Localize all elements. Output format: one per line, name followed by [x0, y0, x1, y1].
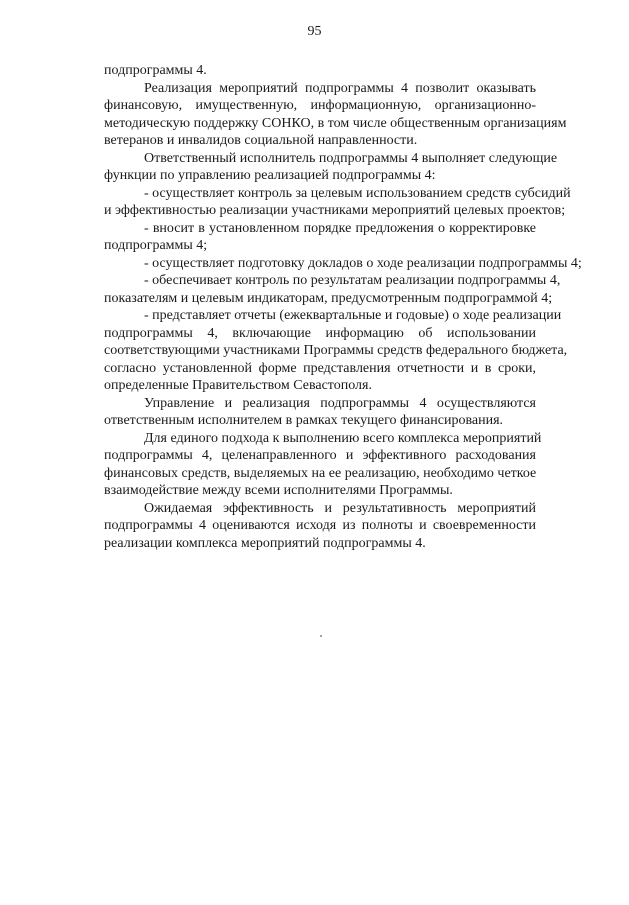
- paragraph: [104, 80, 567, 150]
- text-line: согласно установленной форме представления отчетности и в сроки,: [104, 360, 536, 376]
- text-line: - осуществляет подготовку докладов о ходе реализации подпрограммы 4;: [144, 255, 582, 271]
- text-line: ветеранов и инвалидов социальной направленности.: [104, 133, 418, 148]
- text-line: функции по управлению реализацией подпрограммы 4:: [104, 168, 436, 183]
- text-line: взаимодействие между всеми исполнителями Программы.: [104, 483, 453, 498]
- text-line: реализации комплекса мероприятий подпрограммы 4.: [104, 535, 426, 551]
- text-line: Реализация мероприятий подпрограммы 4 позволит оказывать: [144, 80, 536, 96]
- paragraph: [104, 500, 536, 553]
- text-line: финансовых средств, выделяемых на ее реализацию, необходимо четкое: [104, 465, 537, 481]
- text-line: и эффективностью реализации участниками мероприятий целевых проектов;: [104, 203, 566, 218]
- text-line: финансовую, имущественную, информационную, организационно-: [104, 98, 536, 113]
- text-line: - вносит в установленном порядке предложения о корректировке: [144, 220, 536, 236]
- text-line: показателям и целевым индикаторам, предусмотренным подпрограммой 4;: [104, 290, 553, 306]
- text-line: Ожидаемая эффективность и результативность мероприятий: [144, 500, 536, 516]
- paragraph: [104, 62, 536, 80]
- paragraph: [104, 430, 542, 500]
- text-line: Управление и реализация подпрограммы 4 осуществляются: [144, 395, 536, 411]
- text-line: определенные Правительством Севастополя.: [104, 378, 372, 393]
- paragraph: [104, 220, 536, 255]
- text-line: подпрограммы 4, включающие информацию об использовании: [104, 325, 536, 341]
- paragraph: [104, 307, 568, 395]
- text-line: подпрограммы 4.: [104, 63, 207, 78]
- page-number: 95: [307, 24, 322, 39]
- paragraph: [104, 255, 582, 273]
- text-line: - обеспечивает контроль по результатам реализации подпрограммы 4,: [144, 273, 561, 288]
- scan-speck: [320, 635, 322, 637]
- paragraph: [104, 395, 536, 430]
- paragraph: [104, 150, 558, 185]
- paragraph: [104, 185, 571, 220]
- text-line: ответственным исполнителем в рамках текущего финансирования.: [104, 413, 504, 428]
- text-line: Ответственный исполнитель подпрограммы 4 выполняет следующие: [144, 150, 558, 166]
- text-line: - осуществляет контроль за целевым использованием средств субсидий: [144, 185, 571, 201]
- text-line: методическую поддержку СОНКО, в том числе общественным организациям: [104, 115, 567, 131]
- text-line: Для единого подхода к выполнению всего комплекса мероприятий: [144, 430, 542, 446]
- text-line: подпрограммы 4;: [104, 238, 208, 253]
- paragraph: [104, 272, 561, 307]
- text-line: подпрограммы 4 оцениваются исходя из полноты и своевременности: [104, 518, 536, 533]
- document-body: [104, 62, 582, 552]
- text-line: соответствующими участниками Программы средств федерального бюджета,: [104, 343, 568, 358]
- text-line: подпрограммы 4, целенаправленного и эффективного расходования: [104, 448, 536, 463]
- text-line: - представляет отчеты (ежеквартальные и годовые) о ходе реализации: [144, 308, 562, 323]
